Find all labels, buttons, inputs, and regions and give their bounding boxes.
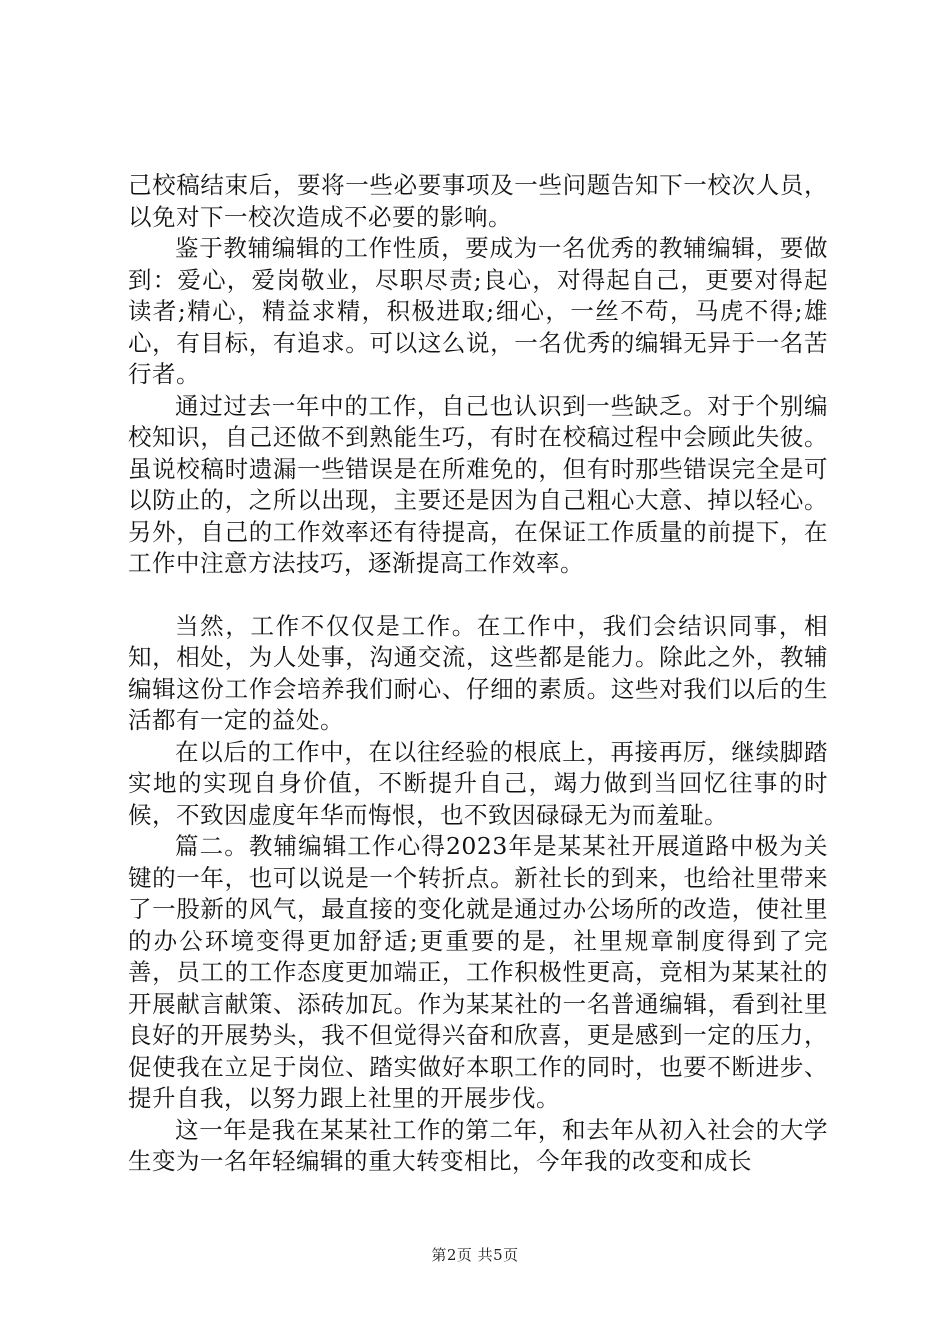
- paragraph-work-benefits: 当然，工作不仅仅是工作。在工作中，我们会结识同事，相知，相处，为人处事，沟通交流，这些都是能力。除此之外，教辅编辑这份工作会培养我们耐心、仔细的素质。这些对我们以后的生活都有一定的益处。: [128, 611, 828, 734]
- paragraph-second-year: 这一年是我在某某社工作的第二年，和去年从初入社会的大学生变为一名年轻编辑的重大转变相比，今年我的改变和成长: [128, 1115, 828, 1175]
- paragraph-article-two: 篇二。教辅编辑工作心得2023年是某某社开展道路中极为关键的一年，也可以说是一个转折点。新社长的到来，也给社里带来了一股新的风气，最直接的变化就是通过办公场所的改造，使社里的办公环境变得更加舒适;更重要的是，社里规章制度得到了完善，员工的工作态度更加端正，工作积极性更高，竞相为某某社的开展献言献策、添砖加瓦。作为某某社的一名普通编辑，看到社里良好的开展势头，我不但觉得兴奋和欣喜，更是感到一定的压力，促使我在立足于岗位、踏实做好本职工作的同时，也要不断进步、提升自我，以努力跟上社里的开展步伐。: [128, 832, 828, 1112]
- document-body: [128, 170, 828, 1178]
- paragraph-editor-qualities: 鉴于教辅编辑的工作性质，要成为一名优秀的教辅编辑，要做到：爱心，爱岗敬业，尽职尽责;良心，对得起自己，更要对得起读者;精心，精益求精，积极进取;细心，一丝不苟，马虎不得;雄心，有目标，有追求。可以这么说，一名优秀的编辑无异于一名苦行者。: [128, 234, 828, 388]
- page-number-footer: 第2页 共5页: [431, 1246, 519, 1264]
- paragraph-continuation: 己校稿结束后，要将一些必要事项及一些问题告知下一校次人员，以免对下一校次造成不必要的影响。: [128, 171, 828, 231]
- paragraph-future-work: 在以后的工作中，在以往经验的根底上，再接再厉，继续脚踏实地的实现自身价值，不断提升自己，竭力做到当回忆往事的时候，不致因虚度年华而悔恨，也不致因碌碌无为而羞耻。: [128, 737, 828, 829]
- paragraph-shortcomings: 通过过去一年中的工作，自己也认识到一些缺乏。对于个别编校知识，自己还做不到熟能生巧，有时在校稿过程中会顾此失彼。虽说校稿时遗漏一些错误是在所难免的，但有时那些错误完全是可以防止的，之所以出现，主要还是因为自己粗心大意、掉以轻心。另外，自己的工作效率还有待提高，在保证工作质量的前提下，在工作中注意方法技巧，逐渐提高工作效率。: [128, 391, 828, 577]
